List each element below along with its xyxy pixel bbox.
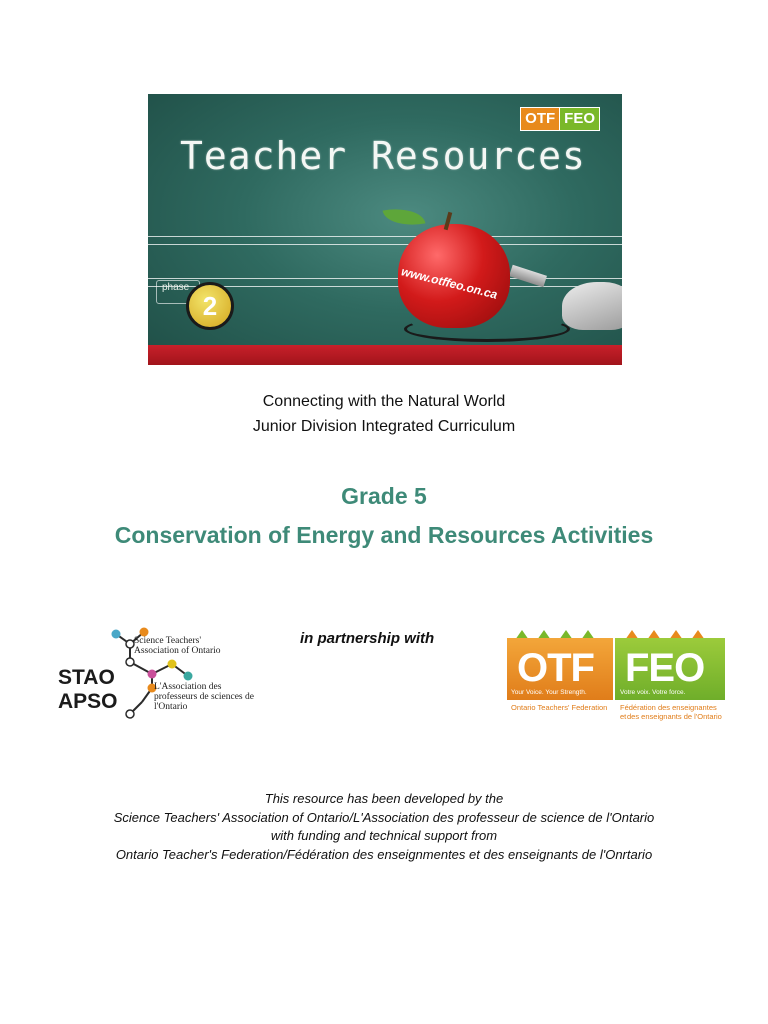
- otf-word: OTF: [517, 646, 594, 690]
- credits-block: [0, 790, 768, 864]
- subtitle-line-1: Connecting with the Natural World: [262, 393, 506, 410]
- stao-english-name: Science Teachers' Association of Ontario: [134, 636, 221, 656]
- feo-tagline: Votre voix. Votre force.: [620, 689, 686, 696]
- stao-french-name: L'Association des professeurs de sciences de l'Ontario: [154, 682, 254, 712]
- subtitle-line-2: Junior Division Integrated Curriculum: [252, 418, 516, 435]
- banner-title: Teacher Resources: [180, 134, 586, 178]
- banner-url: www.otffeo.on.ca: [399, 264, 499, 302]
- usb-plug-icon: [509, 265, 547, 288]
- feo-mini-text: FEO: [559, 108, 599, 130]
- partnership-text: in partnership with: [300, 630, 435, 647]
- otf-mini-text: OTF: [521, 108, 559, 130]
- chalk-line: [148, 244, 622, 245]
- phase-number-badge: 2: [186, 282, 234, 330]
- chalk-line: [148, 278, 622, 279]
- credits-line-2: Science Teachers' Association of Ontario/L'Association des professeur de science de l'Ontario: [113, 809, 655, 825]
- phase-label: phase: [162, 282, 190, 293]
- credits-line-4: Ontario Teacher's Federation/Fédération des enseignmentes et des enseignants de l'Onrtario: [115, 846, 653, 862]
- apple-leaf-icon: [383, 204, 426, 231]
- stao-acronym: STAO: [58, 666, 115, 689]
- otf-feo-logo: [507, 628, 725, 724]
- computer-mouse-icon: [562, 282, 622, 330]
- chalk-line: [148, 236, 622, 237]
- otf-caption: Ontario Teachers' Federation: [511, 703, 608, 712]
- otf-tagline: Your Voice. Your Strength.: [511, 689, 587, 696]
- feo-caption-2: des enseignants de l'Ontario: [627, 712, 722, 721]
- credits-line-3: with funding and technical support from: [270, 828, 498, 843]
- apso-acronym: APSO: [58, 690, 118, 713]
- stao-apso-logo: [56, 622, 266, 722]
- feo-word: FEO: [625, 646, 705, 690]
- grade-heading: Grade 5: [341, 483, 427, 509]
- banner-red-strip: [148, 345, 622, 365]
- credits-line-1: This resource has been developed by the: [264, 791, 504, 806]
- topic-heading: Conservation of Energy and Resources Activities: [114, 522, 654, 548]
- feo-caption-1: Fédération des enseignantes et: [620, 703, 717, 721]
- banner-image: [148, 94, 622, 365]
- otf-feo-mini-logo: [520, 107, 600, 131]
